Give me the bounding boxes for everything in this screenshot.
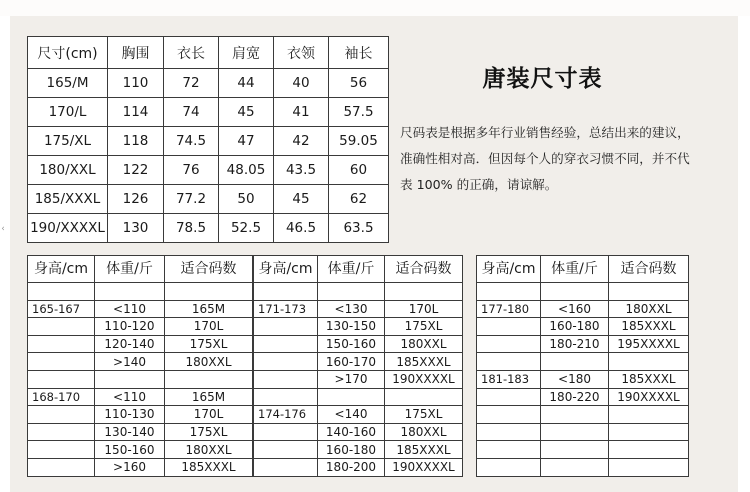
table-row bbox=[28, 283, 253, 301]
table-row bbox=[28, 335, 253, 353]
table-row bbox=[254, 370, 463, 388]
table-cell: <130 bbox=[318, 300, 385, 318]
table-cell: 181-183 bbox=[477, 370, 541, 388]
table-cell: 171-173 bbox=[254, 300, 318, 318]
table-cell: 52.5 bbox=[219, 214, 274, 243]
table-cell bbox=[254, 423, 318, 441]
table-cell bbox=[28, 353, 95, 371]
table-cell: 45 bbox=[274, 185, 329, 214]
table-cell: 118 bbox=[108, 127, 164, 156]
table-cell: 195XXXXL bbox=[609, 335, 689, 353]
table-cell bbox=[318, 283, 385, 301]
column-header: 体重/斤 bbox=[541, 256, 609, 283]
table-cell: 44 bbox=[219, 69, 274, 98]
size-table bbox=[27, 36, 389, 243]
table-cell: 175/XL bbox=[28, 127, 108, 156]
table-cell: 74 bbox=[164, 98, 219, 127]
table-cell: 180-220 bbox=[541, 388, 609, 406]
table-cell: 190XXXXL bbox=[609, 388, 689, 406]
table-row bbox=[477, 335, 689, 353]
table-cell: 50 bbox=[219, 185, 274, 214]
column-header: 尺寸(cm) bbox=[28, 37, 108, 69]
table-row bbox=[254, 423, 463, 441]
table-cell bbox=[477, 458, 541, 476]
table-cell: 170L bbox=[165, 406, 253, 424]
table-row bbox=[28, 353, 253, 371]
table-cell: 41 bbox=[274, 98, 329, 127]
weight-table-1 bbox=[27, 255, 253, 477]
table-cell bbox=[609, 423, 689, 441]
table-cell: 62 bbox=[329, 185, 389, 214]
table-row bbox=[28, 214, 389, 243]
table-cell: 165M bbox=[165, 388, 253, 406]
table-row bbox=[28, 300, 253, 318]
table-cell bbox=[28, 458, 95, 476]
table-row bbox=[254, 300, 463, 318]
table-cell: 76 bbox=[164, 156, 219, 185]
table-cell: 165/M bbox=[28, 69, 108, 98]
table-cell: 72 bbox=[164, 69, 219, 98]
table-row bbox=[28, 406, 253, 424]
table-cell bbox=[254, 388, 318, 406]
table-cell: 165M bbox=[165, 300, 253, 318]
table-cell: 140-160 bbox=[318, 423, 385, 441]
table-cell: >160 bbox=[95, 458, 165, 476]
table-row bbox=[254, 388, 463, 406]
table-cell: 110-130 bbox=[95, 406, 165, 424]
table-row bbox=[254, 458, 463, 476]
table-cell bbox=[95, 283, 165, 301]
table-cell: 185/XXXL bbox=[28, 185, 108, 214]
table-cell bbox=[541, 441, 609, 459]
table-cell: 165-167 bbox=[28, 300, 95, 318]
table-cell: 57.5 bbox=[329, 98, 389, 127]
table-cell bbox=[95, 370, 165, 388]
weight-table-2 bbox=[253, 255, 463, 477]
table-cell: 168-170 bbox=[28, 388, 95, 406]
table-row bbox=[477, 388, 689, 406]
table-cell bbox=[477, 335, 541, 353]
column-header: 胸围 bbox=[108, 37, 164, 69]
table-cell: 185XXXL bbox=[385, 441, 463, 459]
table-cell bbox=[609, 441, 689, 459]
table-cell: 160-180 bbox=[318, 441, 385, 459]
table-cell: 110 bbox=[108, 69, 164, 98]
table-cell: 180XXL bbox=[165, 441, 253, 459]
column-header: 肩宽 bbox=[219, 37, 274, 69]
table-row bbox=[477, 441, 689, 459]
table-cell: 59.05 bbox=[329, 127, 389, 156]
table-row bbox=[254, 406, 463, 424]
table-cell: 180-200 bbox=[318, 458, 385, 476]
table-cell: 63.5 bbox=[329, 214, 389, 243]
table-cell bbox=[541, 353, 609, 371]
weight-table-3 bbox=[476, 255, 689, 477]
table-cell: 180XXL bbox=[385, 335, 463, 353]
table-cell bbox=[609, 353, 689, 371]
table-cell: 190XXXXL bbox=[385, 370, 463, 388]
column-header: 适合码数 bbox=[165, 256, 253, 283]
table-row bbox=[477, 353, 689, 371]
table-cell bbox=[385, 283, 463, 301]
table-row bbox=[477, 300, 689, 318]
table-cell bbox=[254, 335, 318, 353]
table-cell bbox=[28, 335, 95, 353]
table-cell: 185XXXL bbox=[609, 318, 689, 336]
table-cell bbox=[28, 370, 95, 388]
table-row bbox=[254, 353, 463, 371]
table-cell: <180 bbox=[541, 370, 609, 388]
table-cell: 78.5 bbox=[164, 214, 219, 243]
table-cell: 180/XXL bbox=[28, 156, 108, 185]
table-cell bbox=[477, 353, 541, 371]
table-cell: 47 bbox=[219, 127, 274, 156]
table-cell bbox=[254, 441, 318, 459]
table-header-row bbox=[28, 256, 253, 283]
table-cell: 130-150 bbox=[318, 318, 385, 336]
table-cell bbox=[254, 370, 318, 388]
table-row bbox=[28, 370, 253, 388]
table-cell bbox=[609, 283, 689, 301]
column-header: 身高/cm bbox=[477, 256, 541, 283]
table-cell bbox=[385, 388, 463, 406]
table-cell: 45 bbox=[219, 98, 274, 127]
table-cell bbox=[541, 458, 609, 476]
table-cell: 170L bbox=[165, 318, 253, 336]
table-row bbox=[28, 441, 253, 459]
table-cell bbox=[254, 353, 318, 371]
page-top-strip bbox=[0, 0, 750, 16]
table-cell bbox=[28, 423, 95, 441]
table-row bbox=[477, 370, 689, 388]
table-cell bbox=[254, 318, 318, 336]
table-header-row bbox=[477, 256, 689, 283]
table-cell bbox=[541, 406, 609, 424]
table-cell: 60 bbox=[329, 156, 389, 185]
chart-title: 唐装尺寸表 bbox=[482, 66, 603, 92]
table-cell: 170L bbox=[385, 300, 463, 318]
table-cell: 126 bbox=[108, 185, 164, 214]
table-cell: 114 bbox=[108, 98, 164, 127]
table-cell bbox=[541, 283, 609, 301]
table-cell bbox=[165, 283, 253, 301]
column-header: 适合码数 bbox=[385, 256, 463, 283]
table-cell bbox=[28, 441, 95, 459]
table-cell bbox=[477, 423, 541, 441]
table-row bbox=[28, 69, 389, 98]
table-cell: 185XXXL bbox=[609, 370, 689, 388]
table-row bbox=[254, 441, 463, 459]
table-cell: 43.5 bbox=[274, 156, 329, 185]
table-cell: 110-120 bbox=[95, 318, 165, 336]
table-cell: 180XXL bbox=[609, 300, 689, 318]
table-cell: 122 bbox=[108, 156, 164, 185]
column-header: 体重/斤 bbox=[95, 256, 165, 283]
table-cell: <160 bbox=[541, 300, 609, 318]
table-cell bbox=[477, 441, 541, 459]
table-row bbox=[477, 318, 689, 336]
table-cell: 170/L bbox=[28, 98, 108, 127]
table-cell bbox=[28, 318, 95, 336]
table-row bbox=[28, 156, 389, 185]
size-note: 尺码表是根据多年行业销售经验，总结出来的建议，准确性相对高．但因每个人的穿衣习惯不同，并不代表 100% 的正确，请谅解。 bbox=[400, 125, 690, 192]
column-header: 适合码数 bbox=[609, 256, 689, 283]
table-header-row bbox=[28, 37, 389, 69]
table-cell bbox=[477, 283, 541, 301]
table-cell: 175XL bbox=[165, 423, 253, 441]
table-cell: 175XL bbox=[385, 318, 463, 336]
table-cell: 48.05 bbox=[219, 156, 274, 185]
table-cell bbox=[609, 458, 689, 476]
table-row bbox=[254, 318, 463, 336]
table-row bbox=[28, 458, 253, 476]
table-cell: 160-170 bbox=[318, 353, 385, 371]
table-cell bbox=[477, 406, 541, 424]
table-cell: 185XXXL bbox=[385, 353, 463, 371]
table-cell: 150-160 bbox=[318, 335, 385, 353]
table-cell bbox=[28, 406, 95, 424]
table-row bbox=[254, 335, 463, 353]
table-row bbox=[477, 283, 689, 301]
column-header: 衣长 bbox=[164, 37, 219, 69]
table-row bbox=[28, 318, 253, 336]
table-cell: 177-180 bbox=[477, 300, 541, 318]
table-cell: <110 bbox=[95, 300, 165, 318]
table-cell: <110 bbox=[95, 388, 165, 406]
scroll-arrow-icon[interactable]: ‹ bbox=[1, 224, 5, 234]
table-cell bbox=[165, 370, 253, 388]
table-cell bbox=[254, 458, 318, 476]
table-cell: 74.5 bbox=[164, 127, 219, 156]
table-cell bbox=[318, 388, 385, 406]
table-cell bbox=[609, 406, 689, 424]
table-row bbox=[477, 423, 689, 441]
column-header: 袖长 bbox=[329, 37, 389, 69]
table-cell: <140 bbox=[318, 406, 385, 424]
table-cell: 190/XXXXL bbox=[28, 214, 108, 243]
table-cell: 180-210 bbox=[541, 335, 609, 353]
table-cell: 175XL bbox=[165, 335, 253, 353]
table-cell: 150-160 bbox=[95, 441, 165, 459]
table-cell: 56 bbox=[329, 69, 389, 98]
table-row bbox=[28, 98, 389, 127]
table-cell: 130-140 bbox=[95, 423, 165, 441]
table-cell: >170 bbox=[318, 370, 385, 388]
table-row bbox=[477, 458, 689, 476]
table-cell: 130 bbox=[108, 214, 164, 243]
table-cell: 46.5 bbox=[274, 214, 329, 243]
table-row bbox=[28, 127, 389, 156]
table-cell: 175XL bbox=[385, 406, 463, 424]
table-row bbox=[28, 185, 389, 214]
table-cell: 120-140 bbox=[95, 335, 165, 353]
table-cell: 174-176 bbox=[254, 406, 318, 424]
column-header: 衣领 bbox=[274, 37, 329, 69]
column-header: 身高/cm bbox=[28, 256, 95, 283]
table-cell: 180XXL bbox=[165, 353, 253, 371]
table-cell bbox=[254, 283, 318, 301]
table-cell bbox=[477, 318, 541, 336]
table-cell bbox=[541, 423, 609, 441]
table-row bbox=[28, 388, 253, 406]
table-cell: 190XXXXL bbox=[385, 458, 463, 476]
table-cell: 185XXXL bbox=[165, 458, 253, 476]
table-row bbox=[477, 406, 689, 424]
table-row bbox=[28, 423, 253, 441]
column-header: 身高/cm bbox=[254, 256, 318, 283]
table-cell: 42 bbox=[274, 127, 329, 156]
table-cell: 180XXL bbox=[385, 423, 463, 441]
table-cell: 77.2 bbox=[164, 185, 219, 214]
table-cell: >140 bbox=[95, 353, 165, 371]
column-header: 体重/斤 bbox=[318, 256, 385, 283]
table-cell bbox=[28, 283, 95, 301]
table-header-row bbox=[254, 256, 463, 283]
table-cell: 160-180 bbox=[541, 318, 609, 336]
table-cell bbox=[477, 388, 541, 406]
table-row bbox=[254, 283, 463, 301]
table-cell: 40 bbox=[274, 69, 329, 98]
